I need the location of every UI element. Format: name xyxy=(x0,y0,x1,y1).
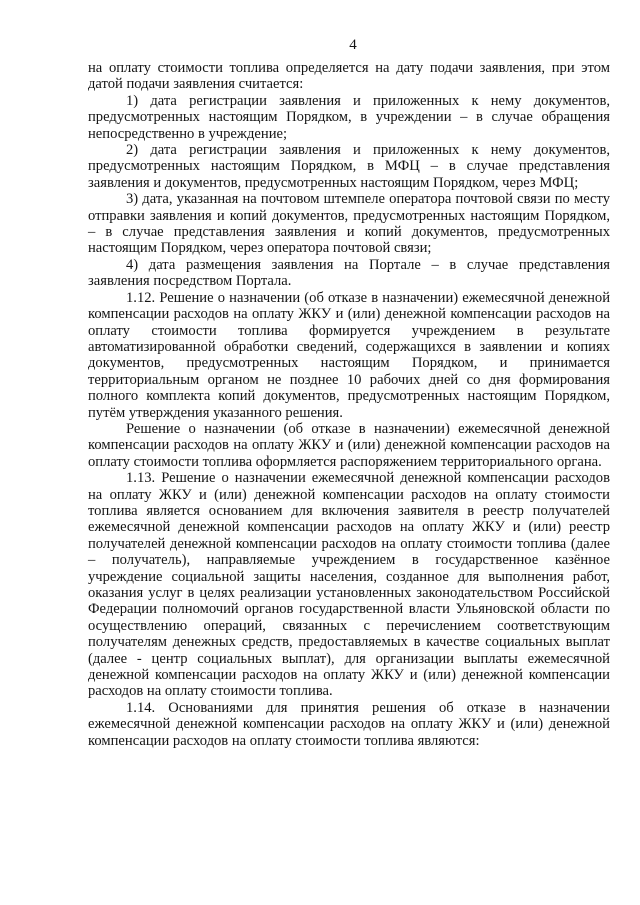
page-number: 4 xyxy=(349,37,357,53)
paragraph-item-1: 1) дата регистрации заявления и приложенных к нему документов, предусмотренных настоящим Порядком, в учреждении – в случае обращения непосредственно в учреждение; xyxy=(88,92,610,142)
paragraph-item-4: 4) дата размещения заявления на Портале – в случае представления заявления посредством Портала. xyxy=(88,256,610,290)
paragraph-section-1-13: 1.13. Решение о назначении ежемесячной денежной компенсации расходов на оплату ЖКУ и (или) денежной компенсации расходов на оплату стоимости топлива является основанием для включения заявителя в реестр получателей ежемесячной денежной компенсации расходов на оплату ЖКУ и (или) реестр получателей денежной компенсации расходов на оплату стоимости топлива (далее – получатель), направляемые учреждением в государственное казённое учреждение социальной защиты населения, созданное для выполнения работ, оказания услуг в целях реализации установленных законодательством Российской Федерации полномочий органов государственной власти Ульяновской области по осуществлению операций, связанных с перечислением соответствующим получателям денежных средств, предоставляемых в качестве социальных выплат (далее - центр социальных выплат), для организации выплаты ежемесячной денежной компенсации расходов на оплату ЖКУ и (или) денежной компенсации расходов на оплату стоимости топлива. xyxy=(88,470,610,700)
paragraph-continuation: на оплату стоимости топлива определяется на дату подачи заявления, при этом датой подачи заявления считается: xyxy=(88,60,610,93)
paragraph-item-3: 3) дата, указанная на почтовом штемпеле оператора почтовой связи по месту отправки заявления и копий документов, предусмотренных настоящим Порядком, – в случае представления заявления и копий документов, предусмотренных настоящим Порядком, через оператора почтовой связи; xyxy=(88,191,610,257)
paragraph-item-2: 2) дата регистрации заявления и приложенных к нему документов, предусмотренных настоящим Порядком, в МФЦ – в случае представления заявления и документов, предусмотренных настоящим Порядком, через МФЦ; xyxy=(88,142,610,191)
document-page xyxy=(88,36,610,749)
paragraph-section-1-12: 1.12. Решение о назначении (об отказе в назначении) ежемесячной денежной компенсации расходов на оплату ЖКУ и (или) денежной компенсации расходов на оплату стоимости топлива формируется учреждением в результате автоматизированной обработки сведений, содержащихся в заявлении и копиях документов, предусмотренных настоящим Порядком, и принимается территориальным органом не позднее 10 рабочих дней со дня формирования полного комплекта копий документов, предусмотренных настоящим Порядком, путём утверждения указанного решения. xyxy=(88,289,610,421)
paragraph-decision-order: Решение о назначении (об отказе в назначении) ежемесячной денежной компенсации расходов на оплату ЖКУ и (или) денежной компенсации расходов на оплату стоимости топлива оформляется распоряжением территориального органа. xyxy=(88,420,610,470)
paragraph-section-1-14: 1.14. Основаниями для принятия решения об отказе в назначении ежемесячной денежной компенсации расходов на оплату ЖКУ и (или) денежной компенсации расходов на оплату стоимости топлива являются: xyxy=(88,699,610,749)
